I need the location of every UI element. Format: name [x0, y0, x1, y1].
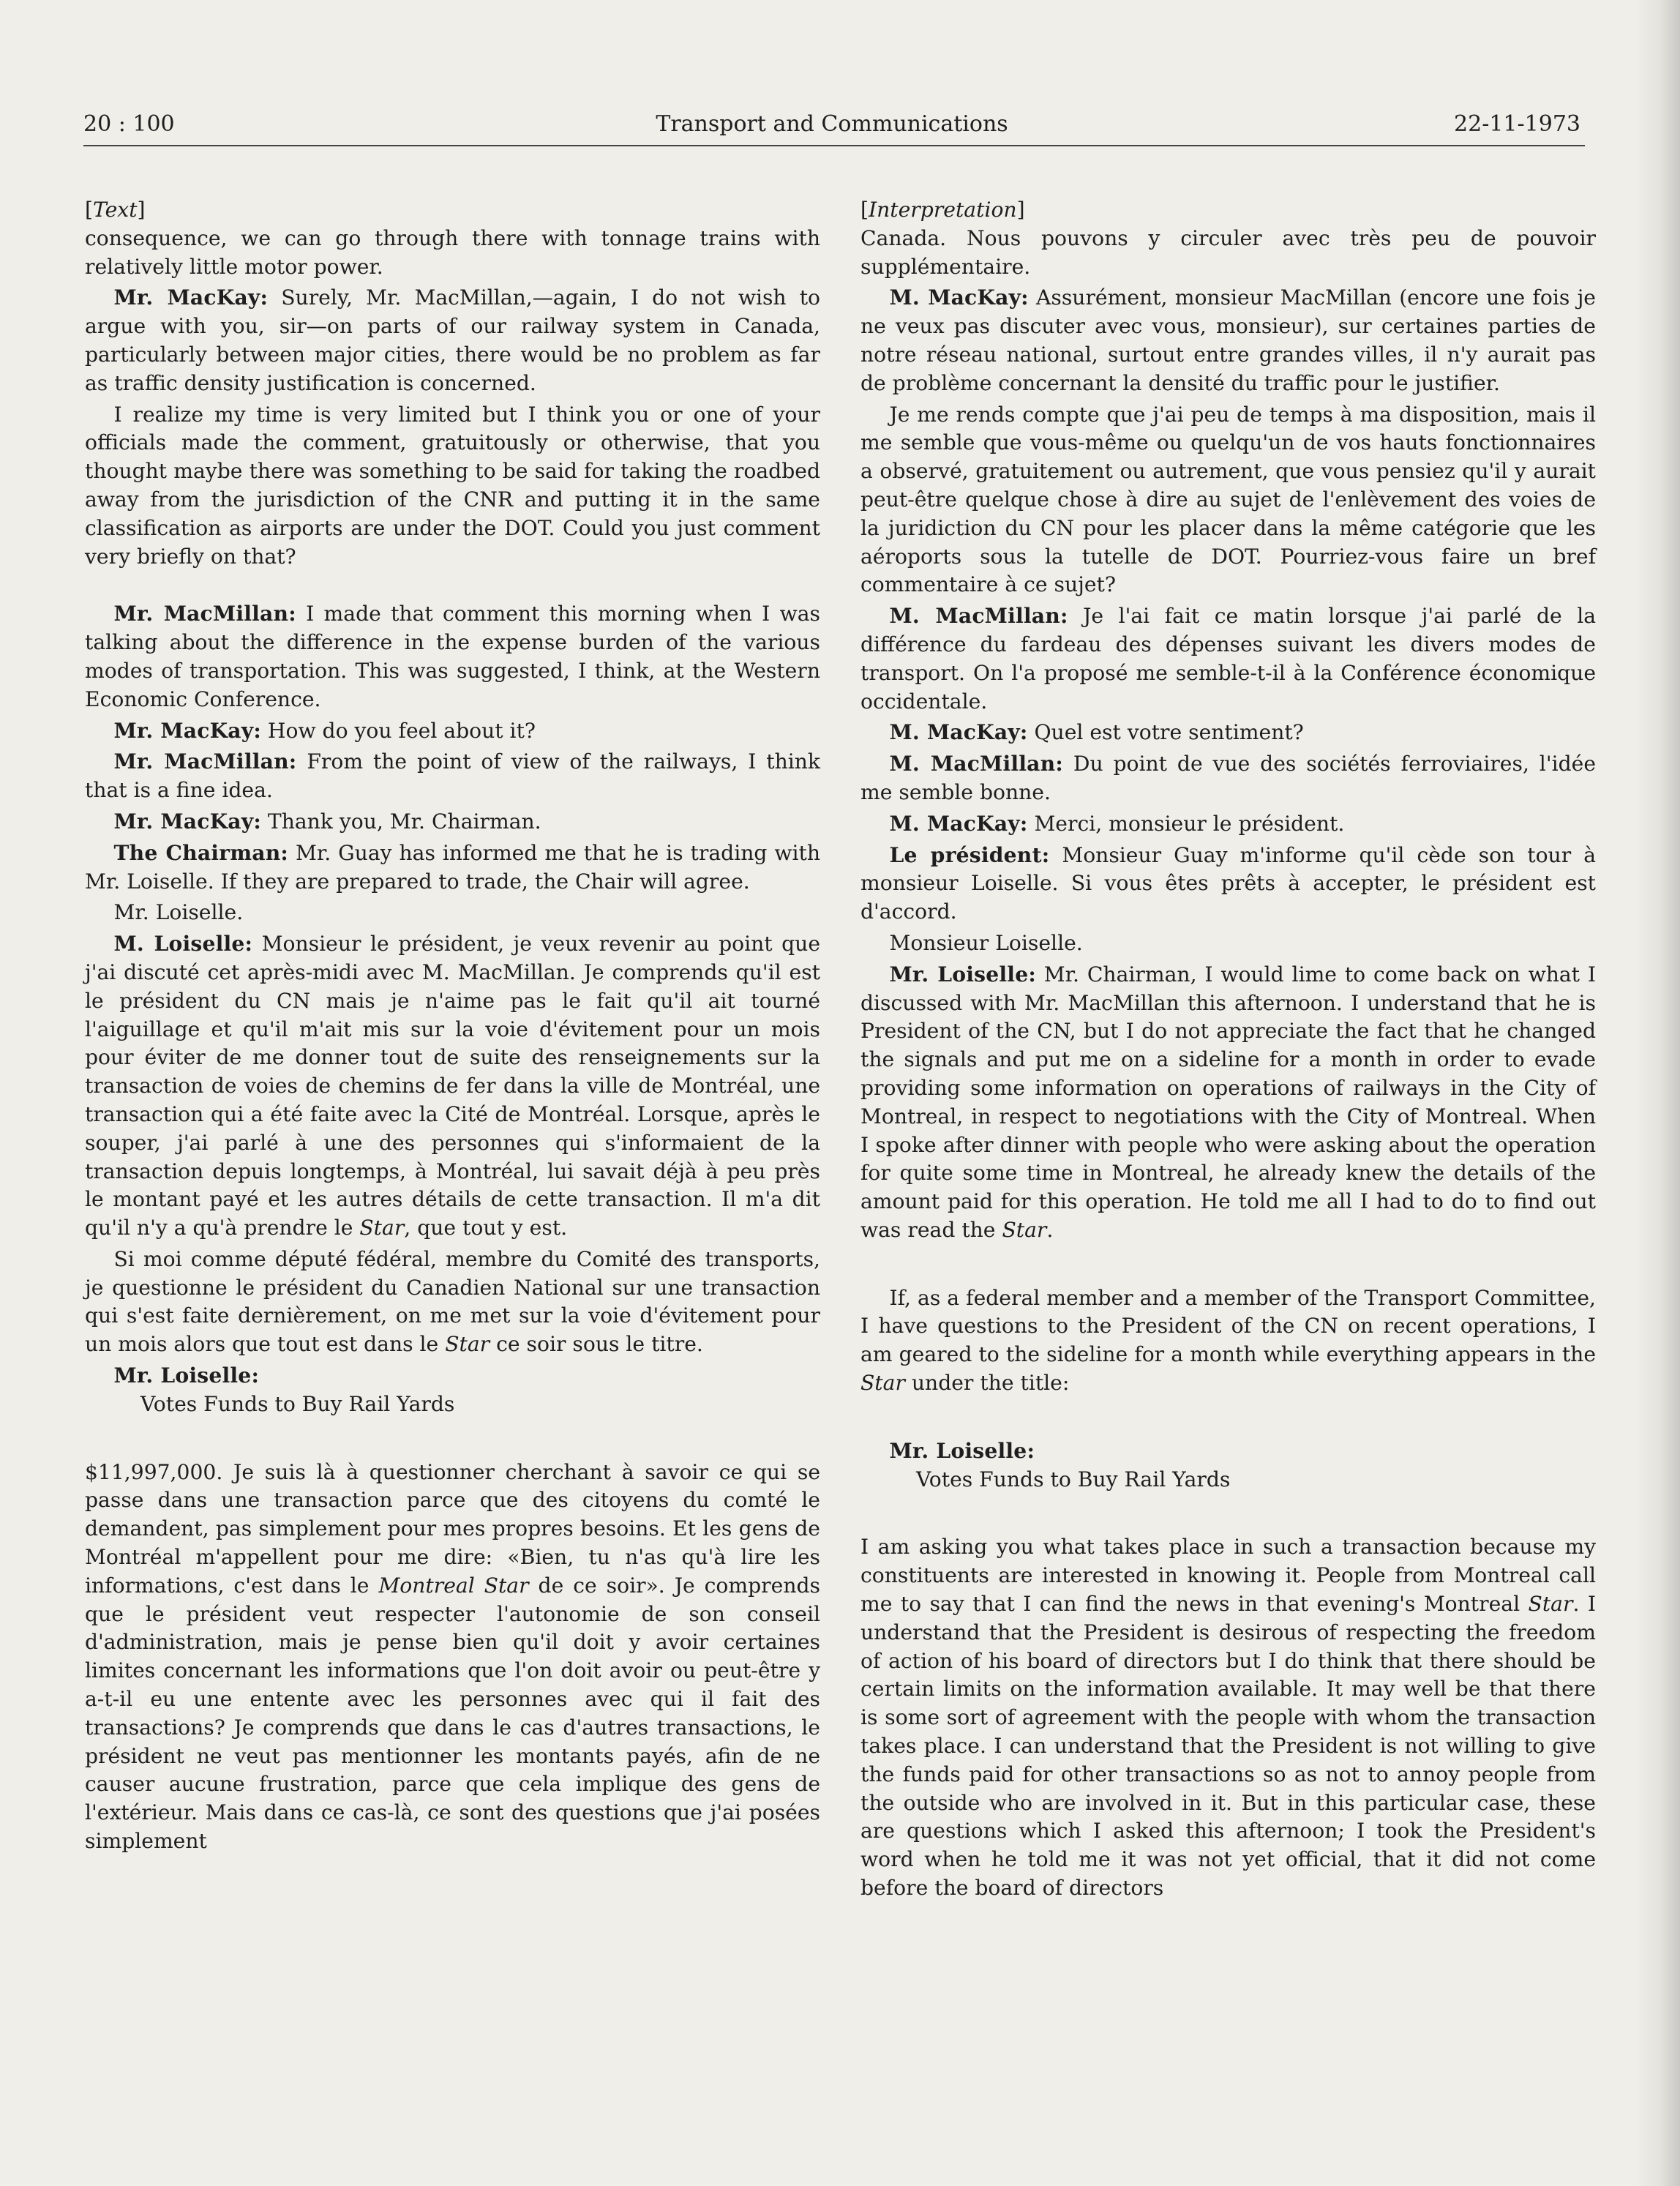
paragraph: M. MacMillan: Je l'ai fait ce matin lorsque j'ai parlé de la différence du fardeau des dépenses suivant les divers modes de transport. On l'a proposé me semble-t-il à la Conférence économique occidentale.	[860, 604, 1597, 714]
speaker: Mr. Loiselle:	[889, 1438, 1035, 1463]
paragraph: $11,997,000. Je suis là à questionner cherchant à savoir ce qui se passe dans une transaction parce que des citoyens du comté le demandent, pas simplement pour mes propres besoins. Et les gens de Montréal m'appellent pour me dire: «Bien, tu n'as qu'à lire les informations, c'est dans le Montreal Star de ce soir». Je comprends que le président veut respecter l'autonomie de son conseil d'administration, mais je pense bien qu'il doit y avoir certaines limites concernant les informations que l'on doit avoir ou peut-être y a-t-il eu une entente avec les personnes avec qui il fait des transactions? Je comprends que dans le cas d'autres transactions, le président ne veut pas mentionner les montants payés, afin de ne causer aucune frustration, parce que cela implique des gens de l'extérieur. Mais dans ce cas-là, ce sont des questions que j'ai posées simplement	[85, 1459, 820, 1854]
paragraph: Si moi comme député fédéral, membre du Comité des transports, je questionne le président du Canadien National sur une transaction qui s'est faite dernièrement, on me met sur la voie d'évitement pour un mois alors que tout est dans le Star ce soir sous le titre.	[85, 1246, 820, 1357]
paragraph: Mr. Loiselle: Mr. Chairman, I would lime to come back on what I discussed with Mr. MacMillan this afternoon. I understand that he is President of the CN, but I do not appreciate the fact that he changed the signals and put me on a sideline for a month in order to evade providing some information on operations of railways in the City of Montreal, in respect to negotiations with the City of Montreal. When I spoke after dinner with people who were asking about the operation for quite some time in Montreal, he already knew the details of the amount paid for this operation. He told me all I had to do to find out was read the Star.	[860, 962, 1596, 1242]
left-column	[85, 196, 820, 1856]
speaker: Mr. MacMillan:	[113, 749, 297, 774]
page-edge-shadow	[1636, 0, 1680, 2186]
paragraph: M. Loiselle: Monsieur le président, je veux revenir au point que j'ai discuté cet après-midi avec M. MacMillan. Je comprends qu'il est le président du CN mais je n'aime pas le fait qu'il ait tourné l'aiguillage et qu'il m'ait mis sur la voie d'évitement pour un mois pour éviter de me donner tout de suite des renseignements sur la transaction de voies de chemins de fer dans la ville de Montréal, une transaction qui a été faite avec la Cité de Montréal. Lorsque, après le souper, j'ai parlé à une des personnes qui s'informaient de la transaction depuis longtemps, à Montréal, lui savait déjà à peu près le montant payé et les autres détails de cette transaction. Il m'a dit qu'il n'y a qu'à prendre le Star, que tout y est.	[85, 932, 820, 1240]
paragraph: M. MacKay: Quel est votre sentiment?	[889, 720, 1304, 745]
paragraph	[860, 1437, 1596, 1466]
speaker: Le président:	[889, 842, 1050, 867]
headline-quote: Votes Funds to Buy Rail Yards	[140, 1391, 455, 1416]
speaker: Mr. MacKay:	[113, 718, 261, 743]
speaker: M. MacMillan:	[889, 604, 1068, 629]
paragraph: Mr. MacKay: How do you feel about it?	[113, 718, 536, 743]
paragraph: Je me rends compte que j'ai peu de temps à ma disposition, mais il me semble que vous-même ou quelqu'un de vos hauts fonctionnaires a observé, gratuitement ou autrement, que vous pensiez qu'il y aurait peut-être quelque chose à dire au sujet de l'enlèvement des voies de la juridiction du CN pour les placer dans la même catégorie que les aéroports sous la tutelle de DOT. Pourriez-vous faire un bref commentaire à ce sujet?	[860, 402, 1596, 597]
speaker: M. MacKay:	[889, 285, 1029, 310]
paragraph: Le président: Monsieur Guay m'informe qu'il cède son tour à monsieur Loiselle. Si vous êtes prêts à accepter, le président est d'accord.	[860, 842, 1596, 924]
headline-quote: Votes Funds to Buy Rail Yards	[916, 1467, 1231, 1491]
header-rule	[83, 145, 1585, 146]
speaker: M. MacMillan:	[889, 752, 1063, 776]
paragraph: Mr. MacKay: Thank you, Mr. Chairman.	[113, 809, 541, 834]
paragraph	[85, 1362, 820, 1390]
header-date: 22-11-1973	[1454, 111, 1580, 137]
speaker: M. MacKay:	[889, 811, 1028, 836]
speaker: M. MacKay:	[889, 720, 1028, 745]
paragraph: M. MacKay: Merci, monsieur le président.	[889, 811, 1345, 836]
page-number: 20 : 100	[83, 111, 175, 137]
page-header	[83, 107, 1580, 142]
paragraph: I realize my time is very limited but I think you or one of your officials made the comment, gratuitously or otherwise, that you thought maybe there was something to be said for taking the roadbed away from the jurisdiction of the CNR and putting it in the same classification as airports are under the DOT. Could you just comment very briefly on that?	[85, 402, 820, 569]
speaker: Mr. Loiselle:	[889, 962, 1036, 987]
paragraph: Mr. MacMillan: From the point of view of the railways, I think that is a fine idea.	[85, 749, 820, 803]
paragraph: If, as a federal member and a member of the Transport Committee, I have questions to the President of the CN on recent operations, I am geared to the sideline for a month while everything appears in the Star under the title:	[860, 1285, 1596, 1396]
paragraph: Mr. Loiselle.	[113, 900, 244, 925]
running-title: Transport and Communications	[656, 111, 1008, 137]
paragraph: Canada. Nous pouvons y circuler avec très peu de pouvoir supplémentaire.	[860, 225, 1596, 279]
paragraph: Mr. MacMillan: I made that comment this morning when I was talking about the difference in the expense burden of the various modes of transportation. This was suggested, I think, at the Western Economic Conference.	[85, 602, 820, 711]
paragraph: The Chairman: Mr. Guay has informed me that he is trading with Mr. Loiselle. If they are prepared to trade, the Chair will agree.	[85, 840, 820, 894]
paragraph: Mr. MacKay: Surely, Mr. MacMillan,—again, I do not wish to argue with you, sir—on parts of our railway system in Canada, particularly between major cities, there would be no problem as far as traffic density justification is concerned.	[85, 285, 821, 395]
paragraph: M. MacMillan: Du point de vue des sociétés ferroviaires, l'idée me semble bonne.	[860, 752, 1596, 804]
speaker: Mr. MacKay:	[113, 809, 261, 834]
paragraph: M. MacKay: Assurément, monsieur MacMillan (encore une fois je ne veux pas discuter avec vous, monsieur), sur certaines parties de notre réseau national, surtout entre grandes villes, il n'y aurait pas de problème concernant la densité du traffic pour le justifier.	[860, 285, 1596, 395]
speaker: The Chairman:	[113, 840, 289, 865]
speaker: Mr. MacKay:	[113, 285, 269, 310]
speaker: Mr. Loiselle:	[113, 1363, 260, 1388]
paragraph: I am asking you what takes place in such a transaction because my constituents are interested in knowing it. People from Montreal call me to say that I can find the news in that evening's Montreal Star. I understand that the President is desirous of respecting the freedom of action of his board of directors but I do think that there should be certain limits on the information available. It may well be that there is some sort of agreement with the people with whom the transaction takes place. I can understand that the President is not willing to give the funds paid for other transactions so as not to annoy people from the outside who are involved in it. But in this particular case, these are questions which I asked this afternoon; I took the President's word when he told me it was not yet official, that it did not come before the board of directors	[860, 1535, 1596, 1901]
section-tag: [Interpretation]	[860, 198, 1025, 222]
speaker: Mr. MacMillan:	[113, 602, 296, 626]
right-column	[860, 196, 1596, 1903]
paragraph: consequence, we can go through there with tonnage trains with relatively little motor power.	[85, 225, 820, 279]
speaker: M. Loiselle:	[113, 932, 253, 957]
paragraph: Monsieur Loiselle.	[889, 930, 1083, 955]
section-tag: [Text]	[85, 198, 146, 222]
